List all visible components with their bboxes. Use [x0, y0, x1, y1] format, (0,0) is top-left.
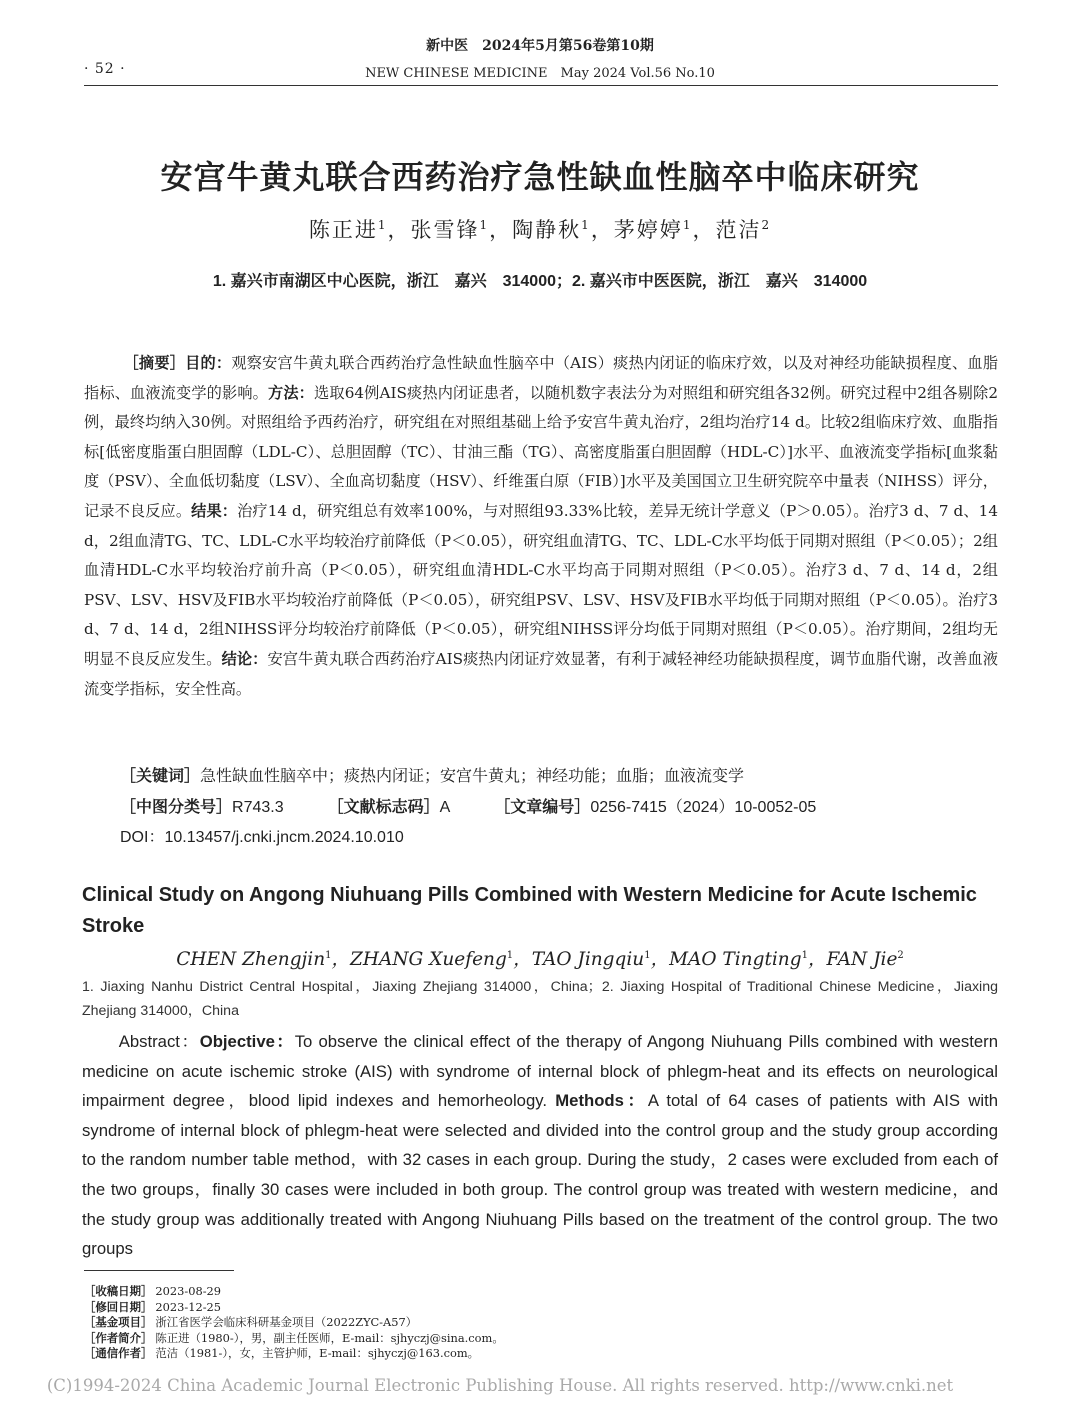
footnote-received [84, 1284, 504, 1300]
author-affil-sup: 1 [325, 949, 332, 961]
article-title-cn: 安宫牛黄丸联合西药治疗急性缺血性脑卒中临床研究 [160, 158, 920, 196]
methods-en-text: A total of 64 cases of patients with AIS with syndrome of internal block of phlegm-heat were selected and divided into the control group and the study group according to the random number table method，with 32 cases in each group. During the study，2 cases were excluded from each of the two groups，finally 30 cases were included in both group. The control group was treated with western medicine，and the study group was additionally treated with Angong Niuhuang Pills based on the treatment of the control group. The two groups [82, 1091, 998, 1259]
journal-name-en: NEW CHINESE MEDICINE May 2024 Vol.56 No.10 [365, 66, 715, 81]
footnote-revised [84, 1300, 504, 1316]
copyright-notice: (C)1994-2024 China Academic Journal Electronic Publishing House. All rights reserved. http://www.cnki.net [46, 1376, 954, 1395]
results-text: 治疗14 d，研究组总有效率100%，与对照组93.33%比较，差异无统计学意义（P＞0.05）。治疗3 d、7 d、14 d，2组血清TG、TC、LDL-C水平均较治疗前降低（P＜0.05），研究组血清TG、TC、LDL-C水平均低于同期对照组（P＜0.05）；2组血清HDL-C水平均较治疗前升高（P＜0.05），研究组血清HDL-C水平均高于同期对照组（P＜0.05）。治疗3 d、7 d、14 d，2组PSV、LSV、HSV及FIB水平均较治疗前降低（P＜0.05），研究组PSV、LSV、HSV及FIB水平均低于同期对照组（P＜0.05）。治疗3 d、7 d、14 d，2组NIHSS评分均较治疗前降低（P＜0.05），研究组NIHSS评分均低于同期对照组（P＜0.05）。治疗期间，2组均无明显不良反应发生。 [84, 501, 999, 668]
author-affil-sup: 2 [897, 949, 904, 961]
author-affil-sup: 1 [644, 949, 651, 961]
author-affil-sup: 2 [761, 218, 772, 232]
keywords: 急性缺血性脑卒中；痰热内闭证；安宫牛黄丸；神经功能；血脂；血液流变学 [200, 766, 745, 785]
article-no-value: 0256-7415（2024）10-0052-05 [590, 799, 817, 816]
author-name-en: CHEN Zhengjin [176, 949, 326, 970]
affiliation-en: 1. Jiaxing Nanhu District Central Hospital，Jiaxing Zhejiang 314000，China；2. Jiaxing Hospital of Traditional Chinese Medicine，Jiaxing Zhejiang 314000，China [82, 979, 998, 1019]
journal-name-cn: 新中医 2024年5月第56卷第10期 [426, 38, 654, 54]
doc-code-label: ［文献标志码］ [327, 799, 440, 816]
footnote-text: 浙江省医学会临床科研基金项目（2022ZYC-A57） [155, 1315, 418, 1329]
article-title-en: Clinical Study on Angong Niuhuang Pills Combined with Western Medicine for Acute Ischemic Stroke [82, 884, 977, 937]
author-affil-sup: 1 [377, 218, 388, 232]
authors-en: CHEN Zhengjin$^1$，ZHANG Xuefeng$^1$，TAO Jingqiu$^1$，MAO Tingting$^1$，FAN Jie$^2$ [176, 949, 904, 970]
author-affil-sup: 1 [506, 949, 514, 961]
footnote-label: ［基金项目］ [84, 1317, 153, 1329]
abstract-cn [84, 349, 998, 704]
footnote-label: ［通信作者］ [84, 1348, 153, 1360]
author-name: 茅婷婷 [613, 218, 683, 242]
author-name-en: MAO Tingting [669, 949, 802, 970]
footnote-author-bio [84, 1331, 504, 1347]
author-affil-sup: 1 [682, 218, 693, 232]
abstract-en [82, 1027, 998, 1264]
conclusion-text: 安宫牛黄丸联合西药治疗AIS痰热内闭证疗效显著，有利于减轻神经功能缺损程度，调节血脂代谢，改善血液流变学指标，安全性高。 [84, 649, 999, 698]
footnote-text: 范洁（1981-），女，主管护师，E-mail：sjhyczj@163.com。 [155, 1346, 480, 1360]
footnotes [84, 1284, 504, 1362]
page-number: · 52 · [84, 61, 126, 77]
objective-en-label: Objective： [199, 1032, 295, 1051]
footnote-label: ［作者简介］ [84, 1332, 153, 1345]
author-affil-sup: 1 [801, 949, 808, 961]
footnote-text: 2023-08-29 [155, 1284, 222, 1298]
author-name-en: FAN Jie [826, 949, 898, 970]
conclusion-label: 结论： [221, 650, 268, 668]
methods-text: 选取64例AIS痰热内闭证患者，以随机数字表法分为对照组和研究组各32例。研究过程中2组各剔除2例，最终均纳入30例。对照组给予西药治疗，研究组在对照组基础上给予安宫牛黄丸治疗，2组均治疗14 d。比较2组临床疗效、血脂指标[低密度脂蛋白胆固醇（LDL-C）、总胆固醇（TC）、甘油三酯（TG）、高密度脂蛋白胆固醇（HDL-C）]水平、血液流变学指标[血浆黏度（PSV）、全血低切黏度（LSV）、全血高切黏度（HSV）、纤维蛋白原（FIB）]水平及美国国立卫生研究院卒中量表（NIHSS）评分，记录不良反应。 [84, 383, 999, 520]
objective-text: 观察安宫牛黄丸联合西药治疗急性缺血性脑卒中（AIS）痰热内闭证的临床疗效，以及对神经功能缺损程度、血脂指标、血液流变学的影响。 [84, 354, 999, 402]
abstract-en-label: Abstract： [118, 1032, 200, 1051]
footnote-text: 陈正进（1980-），男，副主任医师，E-mail：sjhyczj@sina.com。 [155, 1330, 504, 1345]
author-name: 陶静秋 [512, 218, 582, 242]
footnote-label: ［修回日期］ [84, 1301, 153, 1314]
methods-en-label: Methods： [555, 1091, 648, 1111]
author-name: 陈正进 [308, 218, 378, 242]
footnote-corresponding [84, 1346, 504, 1362]
results-label: 结果： [191, 502, 238, 520]
author-name-en: ZHANG Xuefeng [350, 949, 507, 970]
affiliation-cn: 1. 嘉兴市南湖区中心医院，浙江 嘉兴 314000；2. 嘉兴市中医医院，浙江 嘉兴 314000 [212, 273, 868, 290]
keywords-line [120, 763, 744, 786]
objective-en-text: To observe the clinical effect of the therapy of Angong Niuhuang Pills combined with western medicine on acute ischemic stroke (AIS) with syndrome of internal block of phlegm-heat and its effects on neurological impairment degree，blood lipid indexes and hemorheology. [82, 1032, 998, 1111]
footnote-rule [84, 1270, 234, 1271]
clc-value: R743.3 [232, 799, 284, 816]
methods-label: 方法： [268, 384, 315, 402]
author-affil-sup: 1 [479, 218, 490, 232]
abstract-label: ［摘要］ [123, 355, 186, 372]
clc-label: ［中图分类号］ [120, 799, 233, 816]
author-name-en: TAO Jingqiu [531, 949, 645, 970]
doc-code-value: A [439, 799, 451, 816]
doi-value: 10.13457/j.cnki.jncm.2024.10.010 [164, 829, 404, 846]
footnote-funding [84, 1315, 504, 1331]
author-name: 张雪锋 [410, 218, 480, 242]
footnote-text: 2023-12-25 [155, 1299, 222, 1314]
classification-line [120, 794, 816, 817]
authors-cn: 陈正进$^1$，张雪锋$^1$，陶静秋$^1$，茅婷婷$^1$，范洁$^2$ [308, 218, 772, 242]
header-rule [84, 85, 998, 86]
doi-label: DOI： [120, 829, 165, 846]
author-name: 范洁 [715, 218, 762, 242]
footnote-label: ［收稿日期］ [84, 1286, 153, 1298]
keywords-label: ［关键词］ [120, 768, 201, 785]
author-affil-sup: 1 [581, 218, 591, 232]
objective-label: 目的： [185, 355, 232, 372]
doi-line [120, 824, 404, 847]
article-no-label: ［文章编号］ [494, 799, 591, 816]
